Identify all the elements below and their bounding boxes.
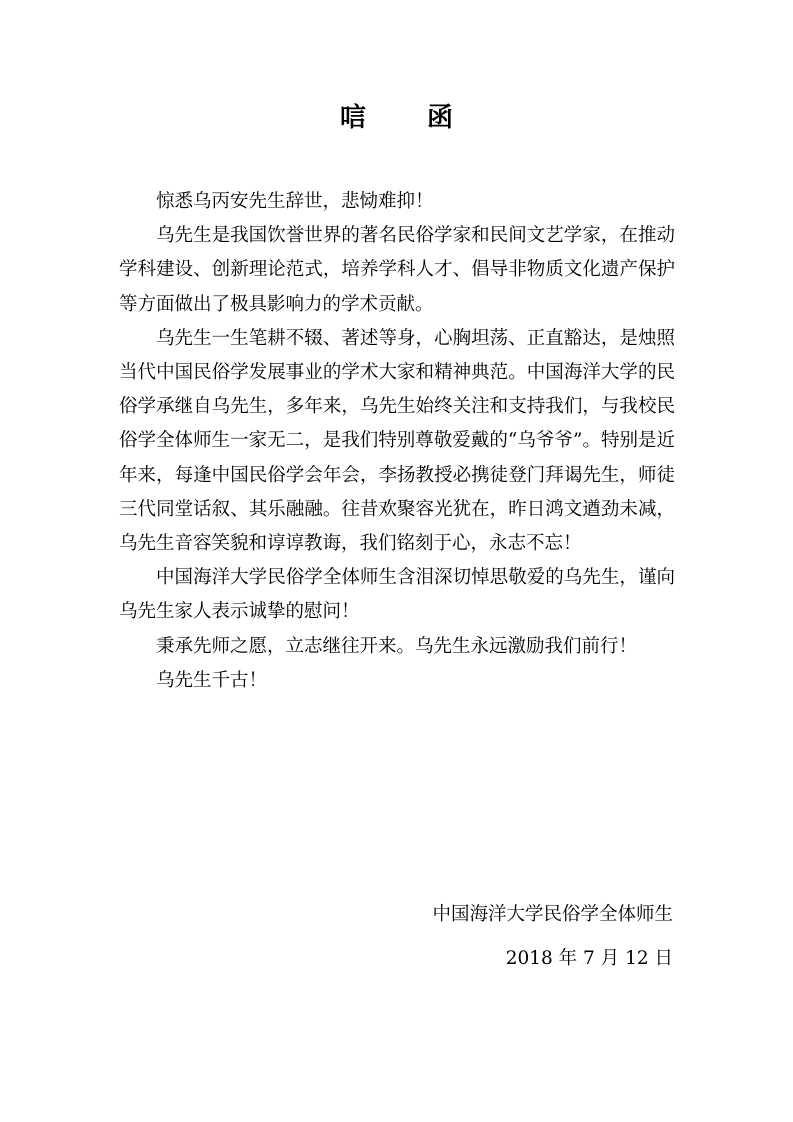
letter-title: 唁 函 (339, 103, 480, 133)
letter-body (119, 185, 675, 698)
paragraph-character: 乌先生一生笔耕不辍、著述等身，心胸坦荡、正直豁达，是烛照当代中国民俗学发展事业的学术大家和精神典范。中国海洋大学的民俗学承继自乌先生，多年来，乌先生始终关注和支持我们，与我校民俗学全体师生一家无二，是我们特别尊敬爱戴的“乌爷爷”。特别是近年来，每逢中国民俗学会年会，李扬教授必携徒登门拜谒先生，师徒三代同堂话叙、其乐融融。往昔欢聚容光犹在，昨日鸿文遒劲未减，乌先生音容笑貌和谆谆教诲，我们铭刻于心，永志不忘！ (119, 327, 675, 555)
paragraph-opening: 惊悉乌丙安先生辞世，悲恸难抑！ (156, 191, 434, 212)
paragraph-farewell: 乌先生千古！ (156, 669, 268, 691)
signature-date: 2018 年 7 月 12 日 (505, 948, 673, 969)
signature-block (432, 893, 673, 981)
paragraph-contributions: 乌先生是我国饮誉世界的著名民俗学家和民间文艺学家，在推动学科建设、创新理论范式，培养学科人才、倡导非物质文化遗产保护等方面做出了极具影响力的学术贡献。 (119, 225, 675, 315)
paragraph-condolences: 中国海洋大学民俗学全体师生含泪深切悼思敬爱的乌先生，谨向乌先生家人表示诚挚的慰问！ (119, 567, 675, 623)
signature-sender: 中国海洋大学民俗学全体师生 (432, 904, 673, 925)
paragraph-resolve: 秉承先师之愿，立志继往开来。乌先生永远激励我们前行！ (156, 635, 638, 657)
